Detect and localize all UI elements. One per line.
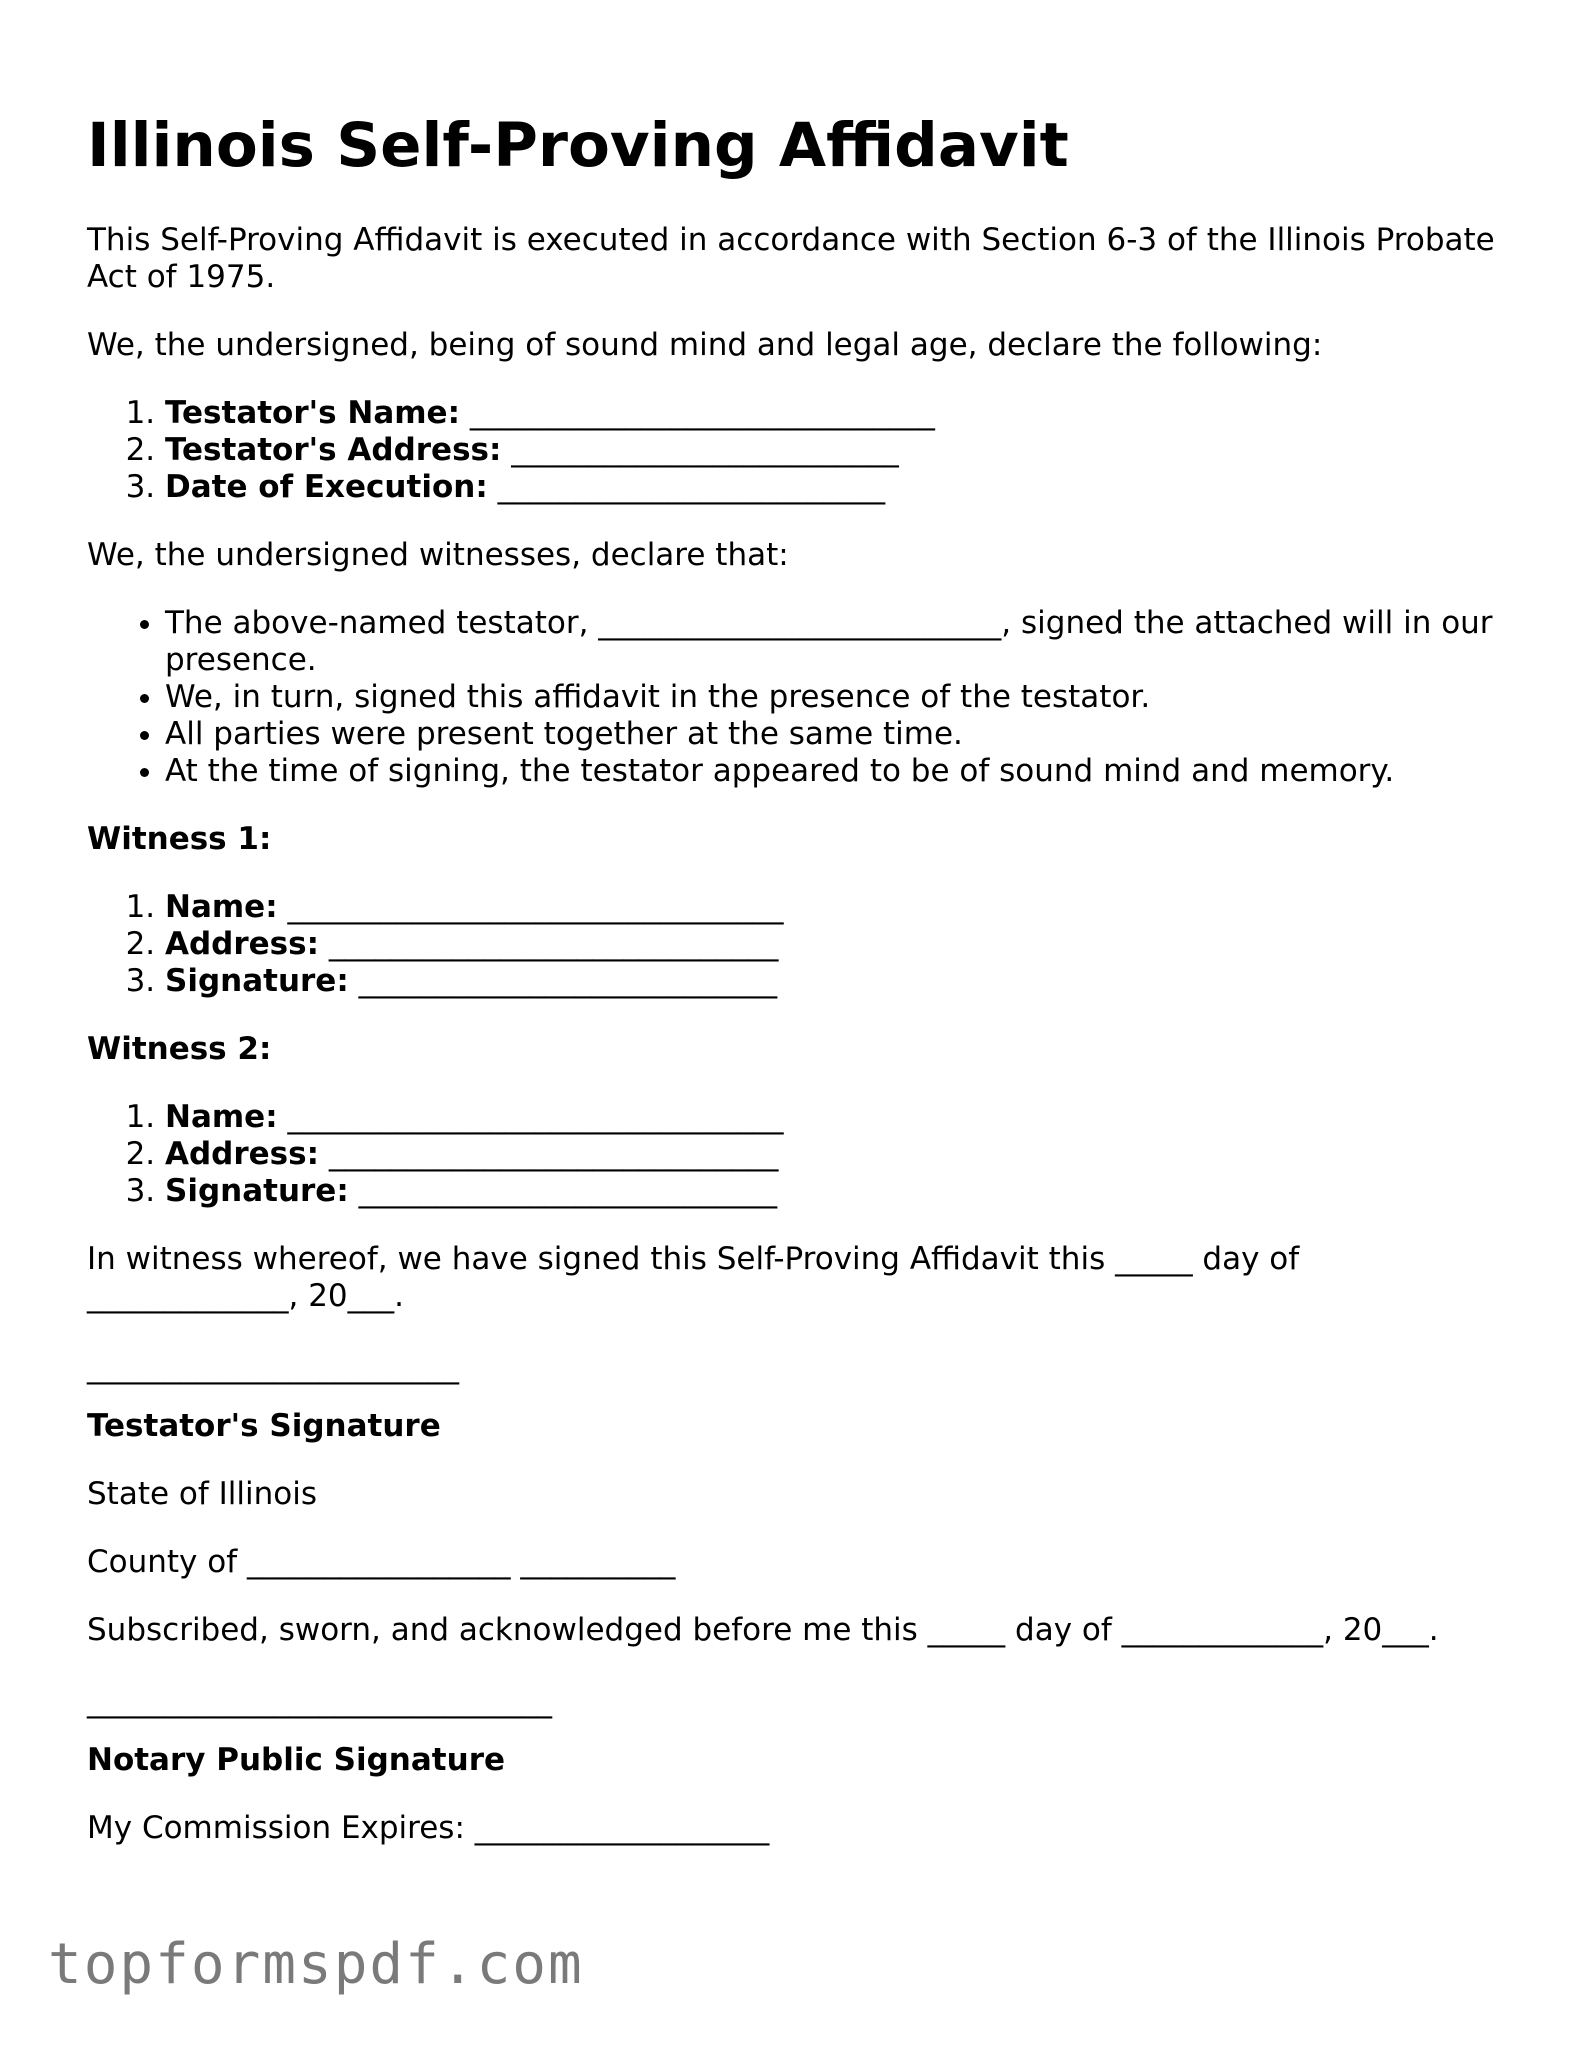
affidavit-page	[87, 110, 1507, 1878]
list-item: • The above-named testator, __________________________, signed the attached will in our presence.	[165, 605, 1507, 679]
blank-line: ________________________________	[287, 889, 784, 925]
blank-line: _________________________	[497, 469, 886, 505]
witness1-heading: Witness 1:	[87, 821, 272, 857]
list-item	[165, 432, 1507, 469]
subscribed-paragraph: Subscribed, sworn, and acknowledged before me this _____ day of _____________, 20___.	[87, 1612, 1439, 1648]
witness2-list	[87, 1099, 1507, 1210]
field-label: Name:	[165, 1099, 278, 1135]
witness-declaration: We, the undersigned witnesses, declare that:	[87, 537, 789, 573]
list-item	[165, 963, 1507, 1000]
list-item	[165, 469, 1507, 506]
county-line: County of _________________ __________	[87, 1544, 676, 1580]
list-item	[165, 395, 1507, 432]
blank-line: ______________________________	[469, 395, 935, 431]
in-witness-paragraph: In witness whereof, we have signed this Self-Proving Affidavit this _____ day of _____________, 20___.	[87, 1241, 1300, 1314]
field-label: Name:	[165, 889, 278, 925]
witness2-heading: Witness 2:	[87, 1031, 272, 1067]
testator-details-list	[87, 395, 1507, 506]
field-label: Address:	[165, 1136, 319, 1172]
commission-expires-line: My Commission Expires: ___________________	[87, 1810, 770, 1846]
list-item	[165, 926, 1507, 963]
field-label: Testator's Address:	[165, 432, 502, 468]
list-item: • We, in turn, signed this affidavit in the presence of the testator.	[165, 679, 1507, 716]
field-label: Testator's Name:	[165, 395, 460, 431]
blank-line: _____________________________	[328, 1136, 779, 1172]
list-item	[165, 889, 1507, 926]
watermark: topformspdf.com	[48, 1932, 584, 1997]
blank-line: ___________________________	[358, 1173, 778, 1209]
intro-paragraph: This Self-Proving Affidavit is executed in accordance with Section 6-3 of the Illinois Probate Act of 1975.	[87, 222, 1495, 295]
blank-line: ___________________________	[358, 963, 778, 999]
witness1-list	[87, 889, 1507, 1000]
testator-signature-line: ________________________	[87, 1349, 459, 1385]
list-item: • At the time of signing, the testator appeared to be of sound mind and memory.	[165, 753, 1507, 790]
field-label: Signature:	[165, 1173, 349, 1209]
state-line: State of Illinois	[87, 1476, 318, 1512]
list-item	[165, 1099, 1507, 1136]
field-label: Date of Execution:	[165, 469, 488, 505]
list-item	[165, 1136, 1507, 1173]
testator-signature-label: Testator's Signature	[87, 1408, 441, 1444]
blank-line: ________________________________	[287, 1099, 784, 1135]
notary-signature-label: Notary Public Signature	[87, 1742, 506, 1778]
blank-line: _________________________	[511, 432, 899, 468]
field-label: Address:	[165, 926, 319, 962]
list-item: • All parties were present together at the same time.	[165, 716, 1507, 753]
declaration-paragraph: We, the undersigned, being of sound mind and legal age, declare the following:	[87, 327, 1323, 363]
blank-line: _____________________________	[328, 926, 779, 962]
document-title: Illinois Self-Proving Affidavit	[87, 110, 1069, 181]
witness-statements-list	[87, 605, 1507, 790]
field-label: Signature:	[165, 963, 349, 999]
notary-signature-line: ______________________________	[87, 1683, 552, 1719]
list-item	[165, 1173, 1507, 1210]
